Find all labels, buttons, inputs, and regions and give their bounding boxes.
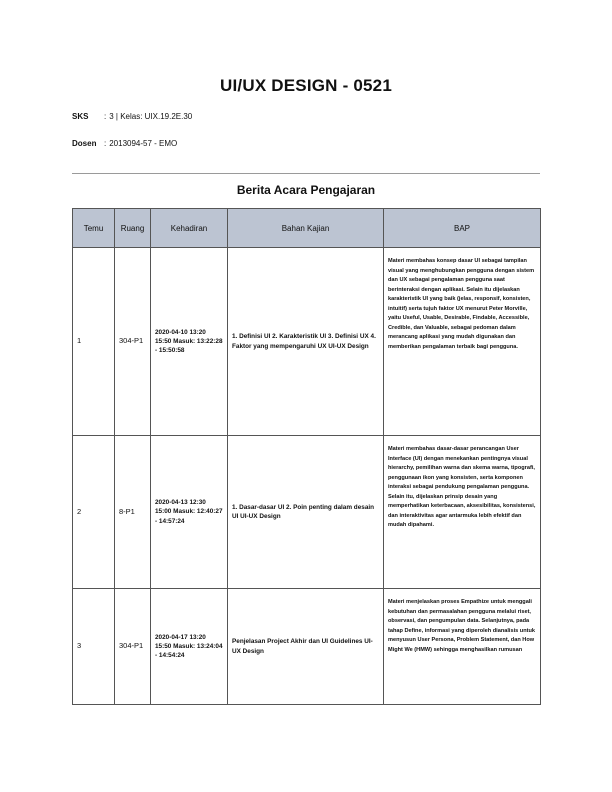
sks-value: 3 | Kelas: UIX.19.2E.30 bbox=[109, 112, 193, 121]
cell-ruang: 304-P1 bbox=[115, 589, 151, 705]
sks-separator: : bbox=[104, 112, 107, 121]
cell-bahan-kajian: 1. Definisi UI 2. Karakteristik UI 3. Definisi UX 4. Faktor yang mempengaruhi UX UI-UX Design bbox=[228, 248, 384, 436]
cell-kehadiran: 2020-04-17 13:20 15:50 Masuk: 13:24:04 - 14:54:24 bbox=[151, 589, 228, 705]
cell-temu: 1 bbox=[73, 248, 115, 436]
dosen-separator: : bbox=[104, 139, 107, 148]
cell-bahan-kajian: Penjelasan Project Akhir dan UI Guidelines UI-UX Design bbox=[228, 589, 384, 705]
header-temu: Temu bbox=[73, 209, 115, 248]
cell-bahan-kajian: 1. Dasar-dasar UI 2. Poin penting dalam desain UI UI-UX Design bbox=[228, 436, 384, 589]
header-kehadiran: Kehadiran bbox=[151, 209, 228, 248]
cell-ruang: 8-P1 bbox=[115, 436, 151, 589]
header-bap: BAP bbox=[384, 209, 541, 248]
cell-bap: Materi membahas dasar-dasar perancangan User Interface (UI) dengan menekankan pentingnya visual hierarchy, pemilihan warna dan skema warna, tipografi, penggunaan ikon yang konsisten, serta komponen interaksi sebagai pendukung pengalaman pengguna. Selain itu, dijelaskan prinsip desain yang memperhatikan keterbacaan, aksesibilitas, konsistensi, dan interaktivitas agar antarmuka lebih efektif dan mudah dipahami. bbox=[384, 436, 541, 589]
table-row bbox=[73, 589, 541, 705]
table-row bbox=[73, 436, 541, 589]
dosen-line bbox=[72, 139, 177, 148]
cell-temu: 2 bbox=[73, 436, 115, 589]
table-row bbox=[73, 248, 541, 436]
section-title: Berita Acara Pengajaran bbox=[236, 183, 376, 197]
course-title: UI/UX DESIGN - 0521 bbox=[220, 76, 392, 95]
dosen-value: 2013094-57 - EMO bbox=[109, 139, 178, 148]
cell-bap: Materi membahas konsep dasar UI sebagai tampilan visual yang menghubungkan pengguna dengan sistem dan UX sebagai pengalaman pengguna saat berinteraksi dengan aplikasi. Selain itu dijelaskan karakteristik UI yang baik (jelas, responsif, konsisten, intuitif) serta tujuh faktor UX menurut Peter Morville, yaitu Useful, Usable, Desirable, Findable, Accessible, Credible, dan Valuable, sebagai pedoman dalam merancang aplikasi yang mudah digunakan dan memberikan pengalaman terbaik bagi pengguna. bbox=[384, 248, 541, 436]
cell-ruang: 304-P1 bbox=[115, 248, 151, 436]
sks-label: SKS bbox=[72, 112, 89, 121]
header-bahan-kajian: Bahan Kajian bbox=[228, 209, 384, 248]
teaching-table bbox=[72, 208, 541, 705]
cell-kehadiran: 2020-04-10 13:20 15:50 Masuk: 13:22:28 - 15:50:58 bbox=[151, 248, 228, 436]
cell-temu: 3 bbox=[73, 589, 115, 705]
dosen-label: Dosen bbox=[72, 139, 97, 148]
cell-bap: Materi menjelaskan proses Empathize untuk menggali kebutuhan dan permasalahan pengguna melalui riset, observasi, dan pengumpulan data. Selanjutnya, pada tahap Define, informasi yang diperoleh dianalisis untuk menyusun User Persona, Problem Statement, dan How Might We (HMW) sehingga menghasilkan rumusan bbox=[384, 589, 541, 705]
divider bbox=[72, 173, 540, 174]
header-ruang: Ruang bbox=[115, 209, 151, 248]
sks-line bbox=[72, 112, 192, 121]
cell-kehadiran: 2020-04-13 12:30 15:00 Masuk: 12:40:27 - 14:57:24 bbox=[151, 436, 228, 589]
table-header-row bbox=[73, 209, 541, 248]
